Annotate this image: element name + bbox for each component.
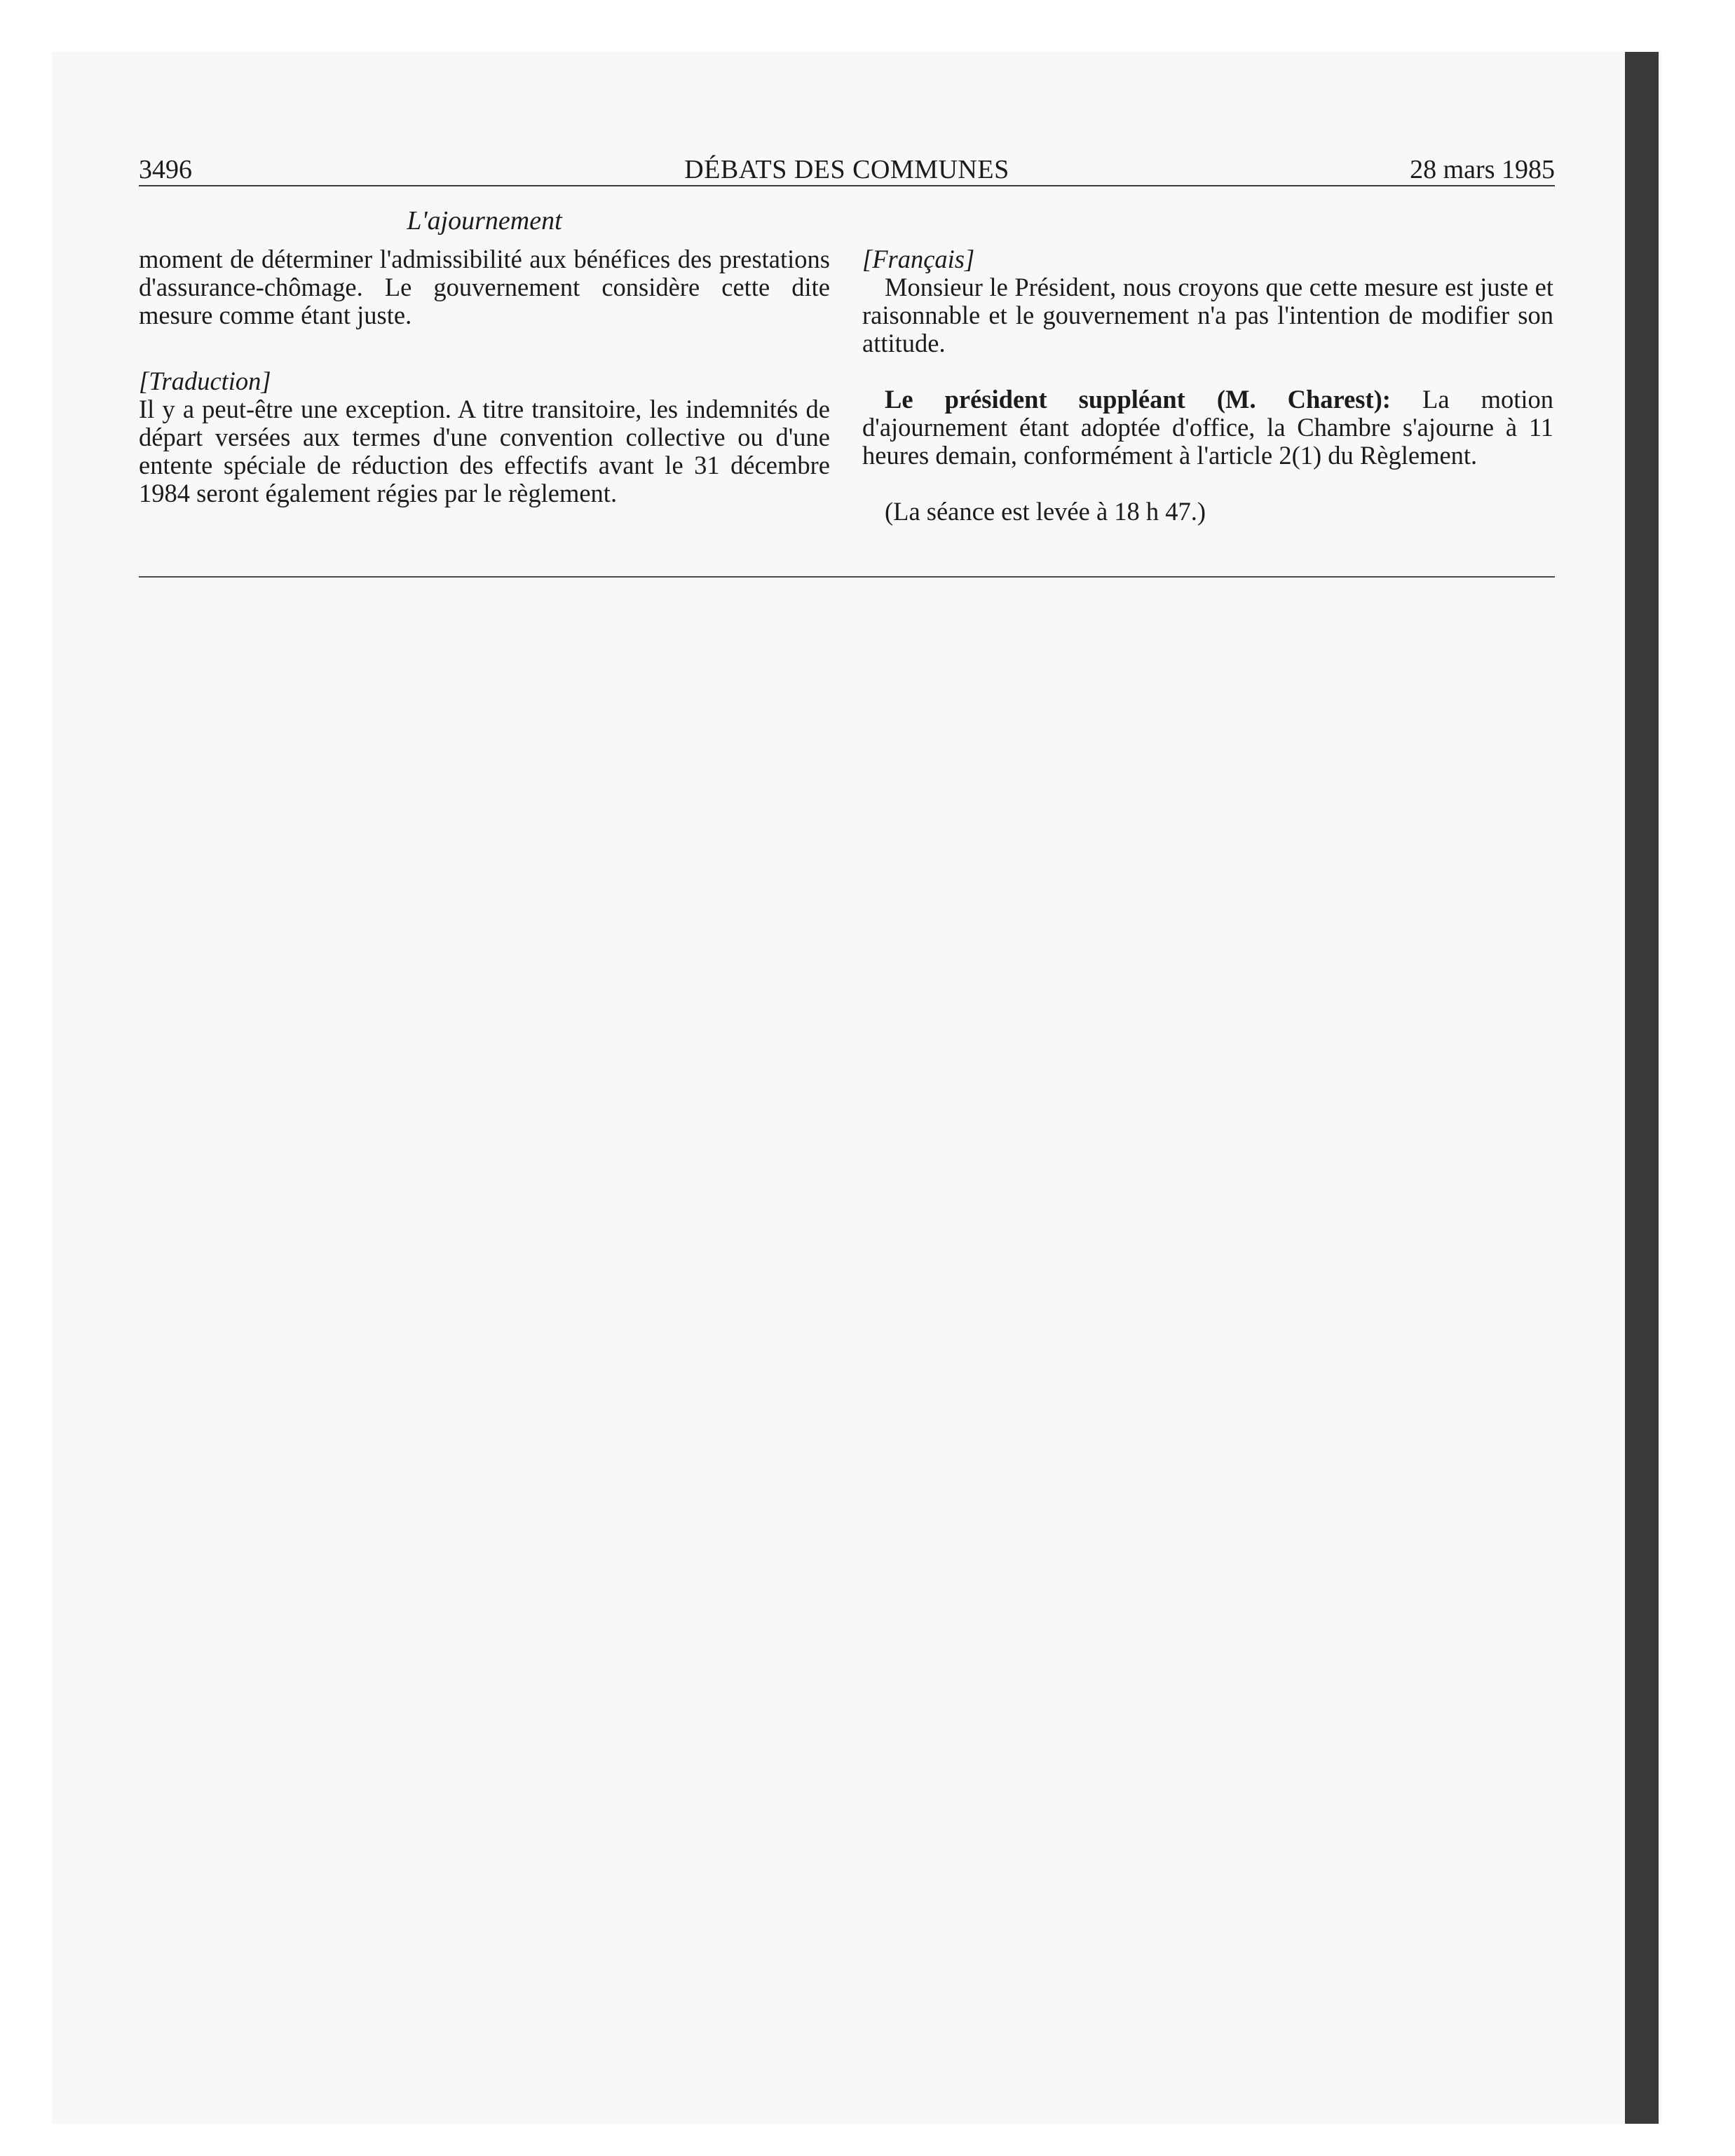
left-column <box>139 245 830 507</box>
right-paragraph-2 <box>862 386 1553 470</box>
scan-edge-bar <box>1625 52 1659 2124</box>
right-column <box>862 245 1553 526</box>
left-paragraph-1: moment de déterminer l'admissibilité aux bénéfices des prestations d'assurance-chômage. Le gouvernement considère cette dite mesure comme étant juste. <box>139 245 830 329</box>
french-tag: [Français] <box>862 245 975 273</box>
running-header <box>139 150 1555 189</box>
page-number: 3496 <box>139 155 192 184</box>
header-rule <box>139 185 1555 186</box>
translation-tag: [Traduction] <box>139 367 271 395</box>
left-paragraph-2: Il y a peut-être une exception. A titre transitoire, les indemnités de départ versées aux termes d'une convention collective ou d'une entente spéciale de réduction des effectifs avant le 31 décembre 1984 seront également régies par le règlement. <box>139 395 830 507</box>
speaker-name: Le président suppléant (M. Charest): <box>885 385 1391 414</box>
motion-text: La motion d'ajournement étant adoptée d'office, la Chambre s'ajourne à 11 heures demain, conformément à l'article 2(1) du Règlement. <box>862 385 1553 470</box>
journal-title: DÉBATS DES COMMUNES <box>684 155 1009 184</box>
right-paragraph-1: Monsieur le Président, nous croyons que cette mesure est juste et raisonnable et le gouvernement n'a pas l'intention de modifier son attitude. <box>862 273 1553 357</box>
issue-date: 28 mars 1985 <box>1410 155 1555 184</box>
bottom-rule <box>139 576 1555 578</box>
section-title: L'ajournement <box>407 206 562 236</box>
closing-note: (La séance est levée à 18 h 47.) <box>885 497 1206 526</box>
